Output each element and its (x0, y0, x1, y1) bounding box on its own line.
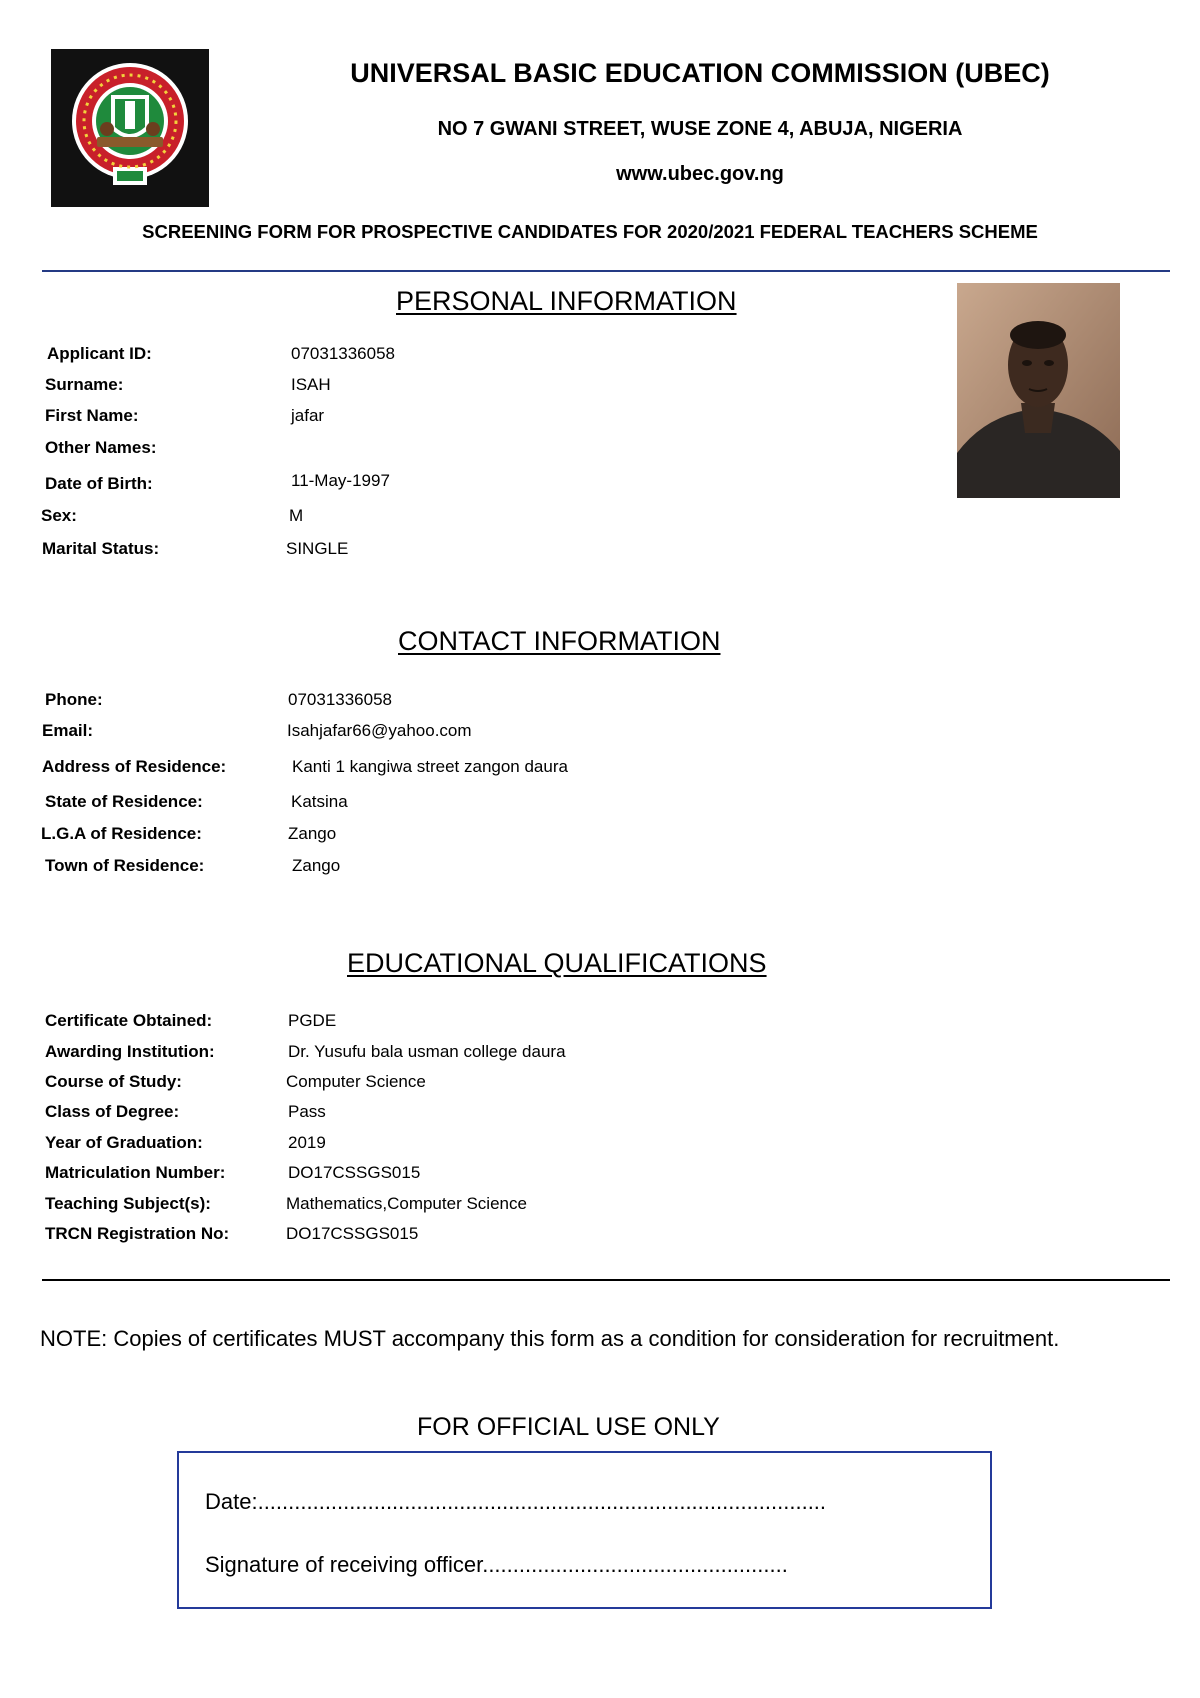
footer-divider (42, 1279, 1170, 1281)
email-label: Email: (42, 721, 94, 740)
institution-value: Dr. Yusufu bala usman college daura (288, 1042, 566, 1061)
official-use-heading: FOR OFFICIAL USE ONLY (417, 1413, 720, 1441)
commission-address: NO 7 GWANI STREET, WUSE ZONE 4, ABUJA, NIGERIA (437, 118, 963, 140)
town-label: Town of Residence: (45, 856, 205, 875)
class-of-degree-value: Pass (288, 1102, 326, 1121)
dob-label: Date of Birth: (45, 474, 153, 493)
address-label: Address of Residence: (42, 757, 227, 776)
ubec-crest-logo-icon (51, 49, 209, 207)
lga-value: Zango (288, 824, 337, 843)
address-value: Kanti 1 kangiwa street zangon daura (292, 757, 568, 776)
institution-label: Awarding Institution: (45, 1042, 215, 1061)
phone-label: Phone: (45, 690, 103, 709)
class-of-degree-label: Class of Degree: (45, 1102, 180, 1121)
email-value: Isahjafar66@yahoo.com (287, 721, 472, 740)
phone-value: 07031336058 (288, 690, 393, 709)
course-value: Computer Science (286, 1072, 426, 1091)
matric-number-value: DO17CSSGS015 (288, 1163, 421, 1182)
certificate-label: Certificate Obtained: (45, 1011, 213, 1030)
lga-label: L.G.A of Residence: (41, 824, 202, 843)
applicant-photo (957, 283, 1120, 498)
surname-value: ISAH (291, 375, 331, 394)
commission-website: www.ubec.gov.ng (616, 163, 784, 185)
header-divider (42, 270, 1170, 272)
certificate-value: PGDE (288, 1011, 337, 1030)
course-label: Course of Study: (45, 1072, 182, 1091)
trcn-label: TRCN Registration No: (45, 1224, 230, 1243)
contact-info-heading: CONTACT INFORMATION (398, 626, 721, 656)
graduation-year-value: 2019 (288, 1133, 326, 1152)
applicant-id-value: 07031336058 (291, 344, 396, 363)
sex-value: M (289, 506, 304, 525)
town-value: Zango (292, 856, 341, 875)
graduation-year-label: Year of Graduation: (45, 1133, 203, 1152)
commission-title: UNIVERSAL BASIC EDUCATION COMMISSION (UBEC) (350, 58, 1050, 88)
first-name-label: First Name: (45, 406, 139, 425)
screening-form-title: SCREENING FORM FOR PROSPECTIVE CANDIDATES FOR 2020/2021 FEDERAL TEACHERS SCHEME (142, 221, 1038, 242)
marital-status-label: Marital Status: (42, 539, 160, 558)
applicant-id-label: Applicant ID: (47, 344, 152, 363)
trcn-value: DO17CSSGS015 (286, 1224, 419, 1243)
other-names-label: Other Names: (45, 438, 157, 457)
personal-info-heading: PERSONAL INFORMATION (396, 286, 737, 316)
state-label: State of Residence: (45, 792, 203, 811)
matric-number-label: Matriculation Number: (45, 1163, 226, 1182)
official-date-line: Date:............................................................................................. (205, 1489, 827, 1514)
state-value: Katsina (291, 792, 348, 811)
sex-label: Sex: (41, 506, 77, 525)
certificate-note: NOTE: Copies of certificates MUST accompany this form as a condition for consideration for recruitment. (40, 1326, 1060, 1351)
teaching-subjects-label: Teaching Subject(s): (45, 1194, 211, 1213)
marital-status-value: SINGLE (286, 539, 349, 558)
dob-value: 11-May-1997 (291, 471, 390, 490)
official-signature-line: Signature of receiving officer.................................................. (205, 1552, 788, 1577)
applicant-photo-icon (957, 283, 1120, 498)
first-name-value: jafar (291, 406, 325, 425)
official-use-box (177, 1451, 992, 1609)
teaching-subjects-value: Mathematics,Computer Science (286, 1194, 527, 1213)
surname-label: Surname: (45, 375, 124, 394)
ubec-logo (51, 49, 209, 207)
education-heading: EDUCATIONAL QUALIFICATIONS (347, 948, 767, 978)
